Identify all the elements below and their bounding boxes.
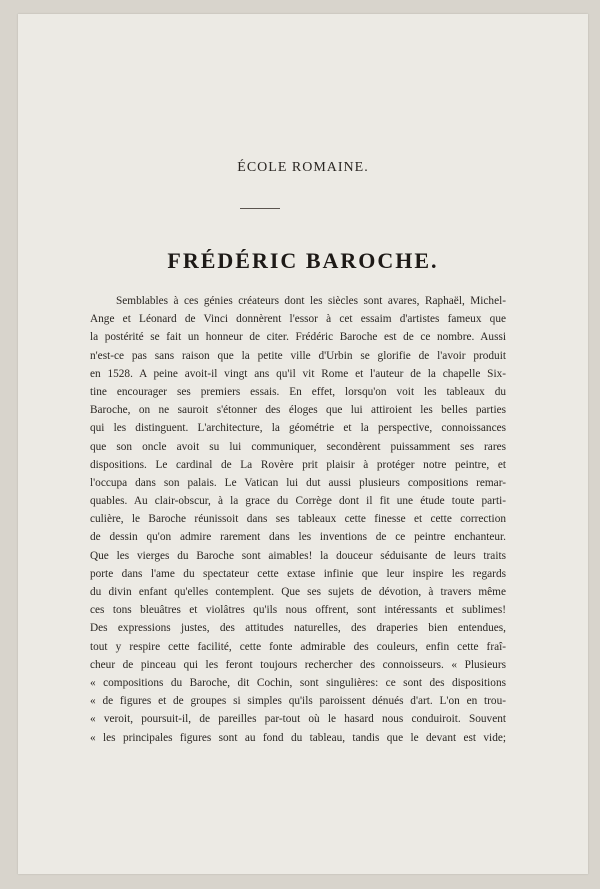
text-line: porte dans l'ame du spectateur cette extase infinie que leur inspire les regards <box>90 567 506 580</box>
text-line: cheur de pinceau qui les feront toujours rechercher des connoisseurs. « Plusieurs <box>90 658 506 671</box>
text-line: en 1528. A peine avoit-il vingt ans qu'il vit Rome et l'auteur de la chapelle Six- <box>90 367 506 380</box>
text-line: n'est-ce pas sans raison que la petite ville d'Urbin se glorifie de l'avoir produit <box>90 349 506 362</box>
body-text <box>90 292 506 747</box>
text-line: Baroche, on ne sauroit s'étonner des éloges que lui attiroient les belles parties <box>90 404 506 417</box>
text-line: « de figures et de groupes si simples qu'ils paroissent dénués d'art. L'on en trou- <box>90 695 506 708</box>
text-line: tine encourager ses premiers essais. En effet, lorsqu'on voit les tableaux du <box>90 385 506 398</box>
text-line: Que les vierges du Baroche sont aimables! la douceur séduisante de leurs traits <box>90 549 506 562</box>
text-line: ces tons bleuâtres et violâtres qu'ils nous offrent, sont intéressants et sublimes! <box>90 604 506 617</box>
text-line: de dessin qu'on admire rarement dans les inventions de ce peintre enchanteur. <box>90 531 506 544</box>
page-title: FRÉDÉRIC BAROCHE. <box>167 248 439 273</box>
text-line: « compositions du Baroche, dit Cochin, sont singulières: ce sont des dispositions <box>90 676 506 689</box>
text-line: que son oncle avoit su lui communiquer, secondèrent puissamment ses rares <box>90 440 506 453</box>
text-line: Semblables à ces génies créateurs dont les siècles sont avares, Raphaël, Michel- <box>116 295 506 307</box>
text-line: Des expressions justes, des attitudes naturelles, des draperies bien entendues, <box>90 622 506 635</box>
text-line: qui les distinguent. L'architecture, la géométrie et la perspective, connoissances <box>90 422 506 435</box>
text-line: tout y respire cette facilité, cette fonte admirable des couleurs, enfin cette fraî- <box>90 640 506 653</box>
text-line: la postérité se fait un honneur de citer. Frédéric Baroche est de ce nombre. Aussi <box>90 331 506 344</box>
text-line: culière, le Baroche réunissoit dans ses tableaux cette finesse et cette correction <box>90 513 506 526</box>
school-heading: ÉCOLE ROMAINE. <box>237 160 369 175</box>
separator-rule <box>240 208 280 209</box>
text-line: « les principales figures sont au fond du tableau, tandis que le devant est vide; <box>90 731 506 744</box>
text-line: « veroit, poursuit-il, de pareilles par-tout où le hasard nous conduiroit. Souvent <box>90 713 506 726</box>
text-line: Ange et Léonard de Vinci donnèrent l'essor à cet essaim d'artistes fameux que <box>90 313 506 326</box>
text-line: l'occupa dans son palais. Le Vatican lui dut aussi plusieurs compositions remar- <box>90 476 506 489</box>
text-line: du divin enfant qu'elles contemplent. Que ses sujets de dévotion, à travers même <box>90 586 506 598</box>
text-line: quables. Au clair-obscur, à la grace du Corrège dont il fit une étude toute parti- <box>90 495 506 508</box>
text-line: dispositions. Le cardinal de La Rovère prit plaisir à protéger notre peintre, et <box>90 458 506 471</box>
page-sheet <box>18 14 588 874</box>
